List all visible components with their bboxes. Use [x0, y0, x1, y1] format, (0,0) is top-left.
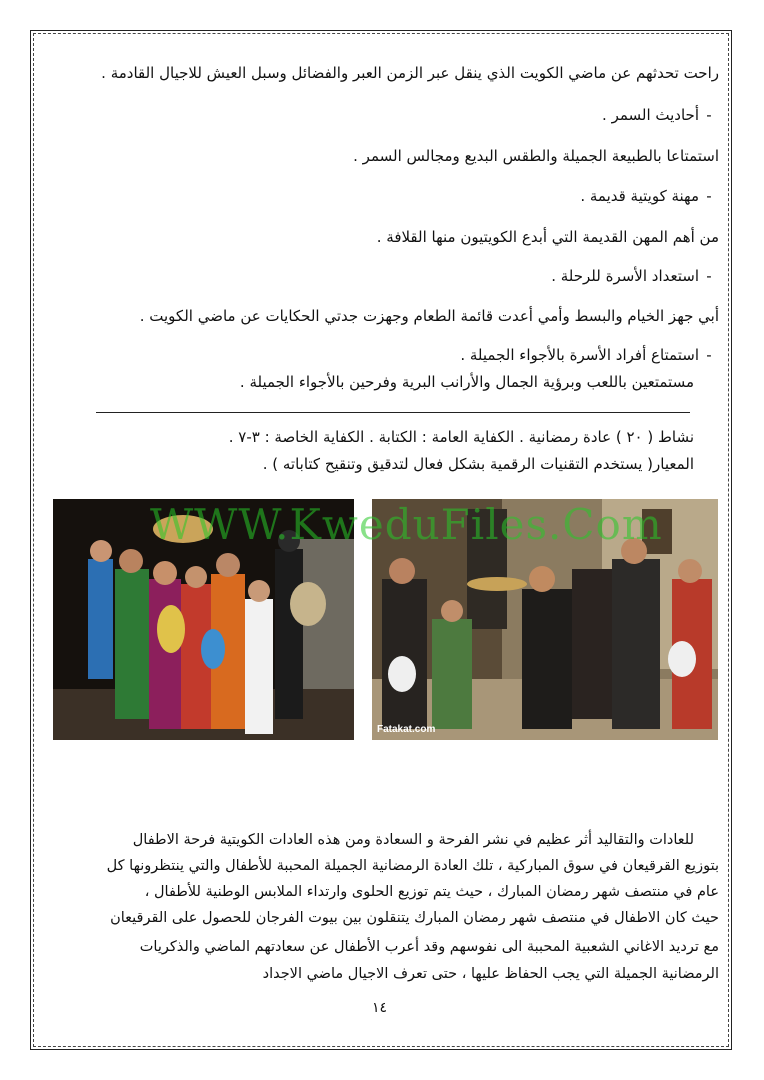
page-number: ١٤: [372, 1000, 388, 1016]
intro-line: راحت تحدثهم عن ماضي الكويت الذي ينقل عبر الزمن العبر والفضائل وسبل العيش للاجيال القادمة .: [101, 64, 719, 82]
paragraph-line-4: حيث كان الاطفال في منتصف شهر رمضان المبارك يتنقلون بين بيوت الفرجان للحصول على القرقيعان: [110, 910, 719, 926]
bullet-text: مهنة كويتية قديمة .: [580, 187, 699, 205]
paragraph-line-3: عام في منتصف شهر رمضان المبارك ، حيث يتم توزيع الحلوى وارتداء الملابس الوطنية للأطفال ،: [144, 884, 719, 900]
bullet-detail-2: من أهم المهن القديمة التي أبدع الكويتيون منها القلافة .: [376, 228, 719, 246]
paragraph-line-6: الرمضانية الجميلة التي يجب الحفاظ عليها ، حتى تعرف الاجيال ماضي الاجداد: [262, 966, 719, 982]
watermark: WWW.KweduFiles.Com: [150, 500, 663, 549]
bullet-text: أحاديث السمر .: [602, 106, 699, 124]
criterion-line: المعيار( يستخدم التقنيات الرقمية بشكل فعال لتدقيق وتنقيح كتاباته ) .: [262, 455, 694, 473]
image-credit: Fatakat.com: [377, 724, 436, 735]
bullet-text: استمتاع أفراد الأسرة بالأجواء الجميلة .: [460, 346, 699, 364]
bullet-heading-2: [580, 187, 719, 205]
bullet-dash: -: [706, 106, 712, 124]
paragraph-line-2: بتوزيع القرقيعان في سوق المباركية ، تلك العادة الرمضانية الجميلة المحببة للأطفال والتي ينتظرونها كل: [106, 858, 719, 874]
paragraph-line-1: للعادات والتقاليد أثر عظيم في نشر الفرحة و السعادة ومن هذه العادات الكويتية فرحة الاطفال: [132, 832, 694, 848]
paragraph-line-5: مع ترديد الاغاني الشعبية المحببة الى نفوسهم وقد أعرب الأطفال عن سعادتهم الماضي والذكريات: [139, 939, 719, 955]
bullet-detail-1: استمتاعا بالطبيعة الجميلة والطقس البديع ومجالس السمر .: [353, 147, 719, 165]
bullet-text: استعداد الأسرة للرحلة .: [551, 267, 699, 285]
bullet-detail-3: أبي جهز الخيام والبسط وأمي أعدت قائمة الطعام وجهزت جدتي الحكايات عن ماضي الكويت .: [139, 307, 719, 325]
bullet-heading-3: [551, 267, 719, 285]
bullet-dash: -: [706, 346, 712, 364]
activity-line: نشاط ( ٢٠ ) عادة رمضانية . الكفاية العامة : الكتابة . الكفاية الخاصة : ٣-٧ .: [228, 428, 694, 446]
bullet-heading-4: [460, 346, 719, 364]
bullet-dash: -: [706, 267, 712, 285]
horizontal-rule: [96, 412, 690, 413]
bullet-dash: -: [706, 187, 712, 205]
bullet-detail-4: مستمتعين باللعب وبرؤية الجمال والأرانب البرية وفرحين بالأجواء الجميلة .: [239, 373, 694, 391]
bullet-heading-1: [602, 106, 719, 124]
